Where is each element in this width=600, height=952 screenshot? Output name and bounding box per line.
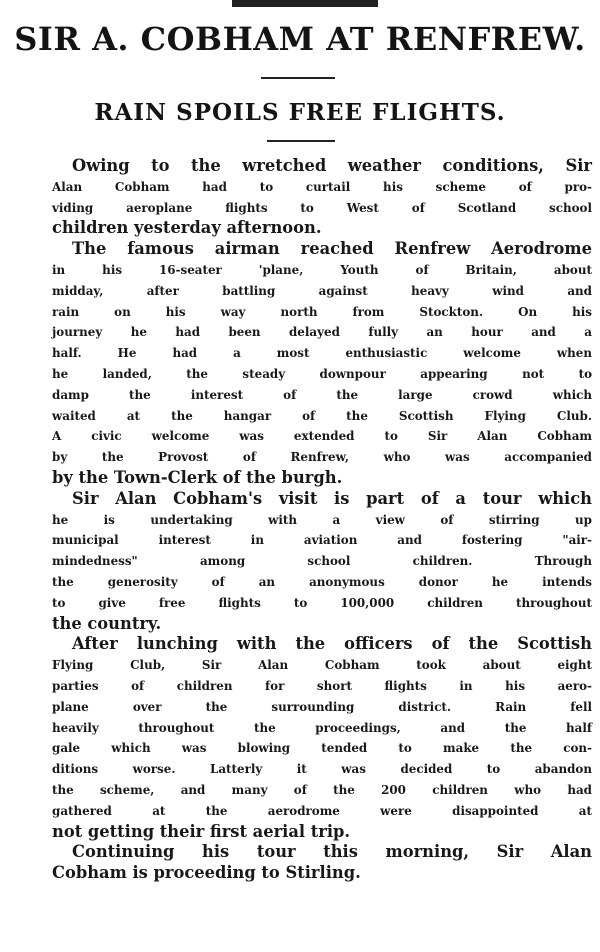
article-line: viding aeroplane flights to West of Scotland school (52, 200, 592, 215)
article-line: not getting their first aerial trip. (52, 821, 351, 841)
article-line: waited at the hangar of the Scottish Flying Club. (52, 408, 592, 423)
article-line: journey he had been delayed fully an hour and a (52, 325, 592, 340)
article-line: Cobham is proceeding to Stirling. (52, 863, 361, 883)
article-line: After lunching with the officers of the Scottish (72, 634, 592, 654)
article-line: Owing to the wretched weather conditions, Sir (72, 156, 592, 175)
article-line: in his 16-seater 'plane, Youth of Britain, about (52, 262, 592, 277)
article-line: plane over the surrounding district. Rain fell (52, 699, 592, 714)
article-line: Alan Cobham had to curtail his scheme of pro- (52, 179, 592, 194)
article-line: to give free flights to 100,000 children throughout (52, 595, 592, 610)
article-paragraph (52, 634, 592, 842)
headline-divider (261, 77, 335, 79)
article-line: he landed, the steady downpour appearing not to (52, 366, 592, 381)
subheadline-divider (267, 140, 335, 142)
article-line: by the Town-Clerk of the burgh. (52, 467, 343, 487)
article-paragraph (52, 239, 592, 489)
article-line: Continuing his tour this morning, Sir Alan (72, 842, 592, 862)
article-paragraph (52, 156, 592, 239)
article-paragraph (52, 489, 592, 635)
article-line: Sir Alan Cobham's visit is part of a tour which (72, 488, 592, 508)
article-line: heavily throughout the proceedings, and the half (52, 720, 592, 735)
article-line: gathered at the aerodrome were disappointed at (52, 803, 592, 818)
subheadline: RAIN SPOILS FREE FLIGHTS. (94, 99, 506, 126)
article-line: the country. (52, 613, 162, 633)
article-line: he is undertaking with a view of stirring up (52, 512, 592, 527)
article-line: mindedness" among school children. Through (52, 554, 592, 569)
article-line: damp the interest of the large crowd which (52, 387, 592, 402)
article-line: rain on his way north from Stockton. On his (52, 304, 592, 319)
article-body (52, 156, 592, 884)
article-line: the scheme, and many of the 200 children who had (52, 782, 592, 797)
article-line: municipal interest in aviation and fostering "air- (52, 533, 592, 548)
article-line: ditions worse. Latterly it was decided to abandon (52, 762, 592, 777)
article-line: half. He had a most enthusiastic welcome when (52, 346, 592, 361)
article-line: A civic welcome was extended to Sir Alan Cobham (52, 429, 592, 444)
article-line: gale which was blowing tended to make the con- (52, 741, 592, 756)
article-line: parties of children for short flights in his aero- (52, 678, 592, 693)
article-line: by the Provost of Renfrew, who was accompanied (52, 450, 592, 465)
headline: SIR A. COBHAM AT RENFREW. (14, 20, 586, 58)
article-line: Flying Club, Sir Alan Cobham took about eight (52, 658, 592, 673)
top-rule (232, 0, 378, 7)
article-line: The famous airman reached Renfrew Aerodrome (72, 239, 592, 259)
article-line: midday, after battling against heavy wind and (52, 283, 592, 298)
article-line: children yesterday afternoon. (52, 218, 322, 238)
article-line: the generosity of an anonymous donor he intends (52, 574, 592, 589)
article-paragraph (52, 842, 592, 884)
